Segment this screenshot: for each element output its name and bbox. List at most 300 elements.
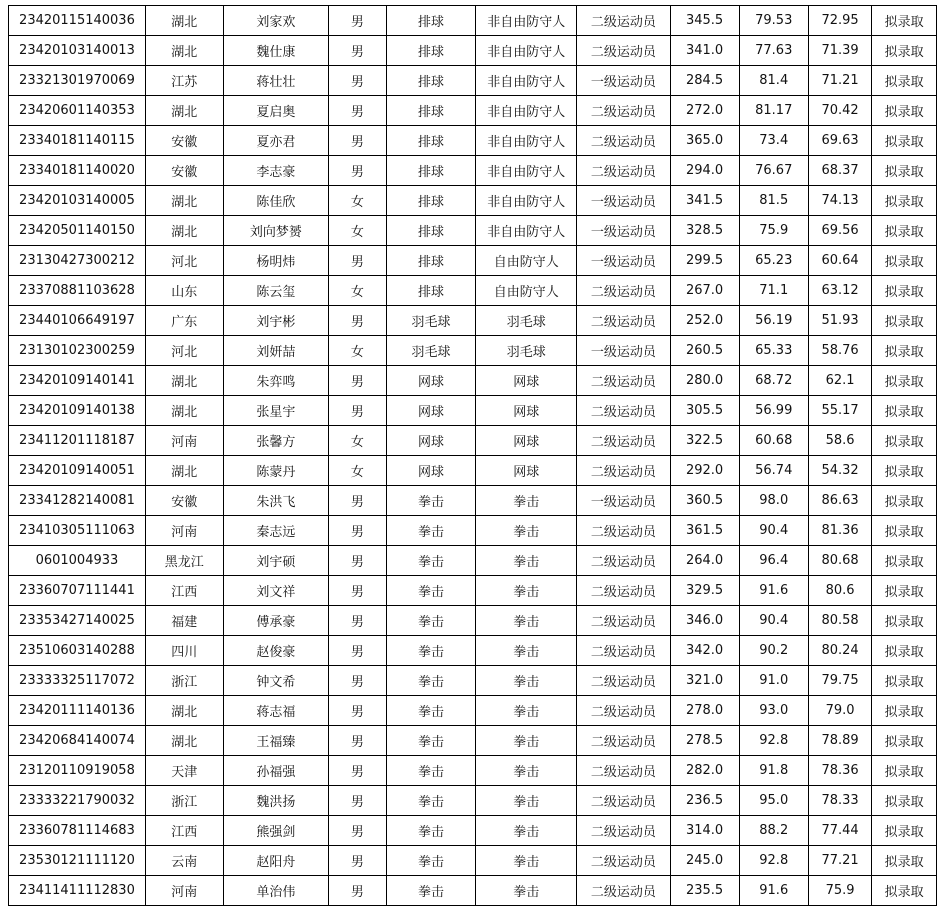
gender-cell: 女 <box>329 456 386 486</box>
sport-cell: 排球 <box>386 36 476 66</box>
admission-status-cell: 拟录取 <box>872 876 937 906</box>
name-cell: 傅承豪 <box>223 606 329 636</box>
province-cell: 云南 <box>145 846 223 876</box>
gender-cell: 男 <box>329 576 386 606</box>
admission-status-cell: 拟录取 <box>872 516 937 546</box>
culture-score-cell: 245.0 <box>670 846 739 876</box>
composite-score-cell: 71.39 <box>808 36 872 66</box>
candidate-id-cell: 23530121111120 <box>9 846 146 876</box>
admission-status-cell: 拟录取 <box>872 696 937 726</box>
admission-list-sheet <box>8 5 937 906</box>
composite-score-cell: 69.63 <box>808 126 872 156</box>
candidate-id-cell: 23420501140150 <box>9 216 146 246</box>
event-cell: 羽毛球 <box>476 306 577 336</box>
athlete-level-cell: 二级运动员 <box>577 516 670 546</box>
table-row <box>9 456 937 486</box>
event-cell: 拳击 <box>476 876 577 906</box>
culture-score-cell: 235.5 <box>670 876 739 906</box>
gender-cell: 男 <box>329 246 386 276</box>
gender-cell: 女 <box>329 216 386 246</box>
sport-cell: 排球 <box>386 156 476 186</box>
event-cell: 拳击 <box>476 816 577 846</box>
athlete-level-cell: 二级运动员 <box>577 726 670 756</box>
sport-cell: 拳击 <box>386 636 476 666</box>
admission-status-cell: 拟录取 <box>872 636 937 666</box>
name-cell: 陈云玺 <box>223 276 329 306</box>
event-cell: 拳击 <box>476 486 577 516</box>
athlete-level-cell: 二级运动员 <box>577 696 670 726</box>
specialty-score-cell: 73.4 <box>739 126 808 156</box>
table-row <box>9 816 937 846</box>
specialty-score-cell: 76.67 <box>739 156 808 186</box>
specialty-score-cell: 88.2 <box>739 816 808 846</box>
candidate-id-cell: 23341282140081 <box>9 486 146 516</box>
sport-cell: 拳击 <box>386 816 476 846</box>
composite-score-cell: 74.13 <box>808 186 872 216</box>
province-cell: 黑龙江 <box>145 546 223 576</box>
athlete-level-cell: 二级运动员 <box>577 636 670 666</box>
gender-cell: 男 <box>329 876 386 906</box>
specialty-score-cell: 81.17 <box>739 96 808 126</box>
specialty-score-cell: 96.4 <box>739 546 808 576</box>
table-body <box>9 6 937 906</box>
gender-cell: 男 <box>329 486 386 516</box>
candidate-id-cell: 0601004933 <box>9 546 146 576</box>
gender-cell: 女 <box>329 186 386 216</box>
event-cell: 拳击 <box>476 786 577 816</box>
province-cell: 湖北 <box>145 726 223 756</box>
composite-score-cell: 54.32 <box>808 456 872 486</box>
name-cell: 秦志远 <box>223 516 329 546</box>
candidate-id-cell: 23321301970069 <box>9 66 146 96</box>
gender-cell: 男 <box>329 666 386 696</box>
composite-score-cell: 71.21 <box>808 66 872 96</box>
composite-score-cell: 78.33 <box>808 786 872 816</box>
gender-cell: 男 <box>329 156 386 186</box>
athlete-level-cell: 二级运动员 <box>577 546 670 576</box>
candidate-id-cell: 23360707111441 <box>9 576 146 606</box>
composite-score-cell: 81.36 <box>808 516 872 546</box>
composite-score-cell: 77.21 <box>808 846 872 876</box>
candidate-id-cell: 23440106649197 <box>9 306 146 336</box>
sport-cell: 拳击 <box>386 726 476 756</box>
sport-cell: 排球 <box>386 66 476 96</box>
gender-cell: 女 <box>329 336 386 366</box>
composite-score-cell: 80.6 <box>808 576 872 606</box>
athlete-level-cell: 二级运动员 <box>577 576 670 606</box>
admission-status-cell: 拟录取 <box>872 276 937 306</box>
specialty-score-cell: 91.0 <box>739 666 808 696</box>
event-cell: 非自由防守人 <box>476 96 577 126</box>
province-cell: 安徽 <box>145 156 223 186</box>
gender-cell: 男 <box>329 96 386 126</box>
event-cell: 非自由防守人 <box>476 36 577 66</box>
event-cell: 拳击 <box>476 726 577 756</box>
sport-cell: 排球 <box>386 6 476 36</box>
sport-cell: 羽毛球 <box>386 306 476 336</box>
specialty-score-cell: 91.8 <box>739 756 808 786</box>
sport-cell: 网球 <box>386 426 476 456</box>
culture-score-cell: 267.0 <box>670 276 739 306</box>
province-cell: 湖北 <box>145 396 223 426</box>
athlete-level-cell: 二级运动员 <box>577 846 670 876</box>
sport-cell: 排球 <box>386 96 476 126</box>
gender-cell: 男 <box>329 846 386 876</box>
table-row <box>9 786 937 816</box>
athlete-level-cell: 二级运动员 <box>577 156 670 186</box>
athlete-level-cell: 二级运动员 <box>577 876 670 906</box>
admission-status-cell: 拟录取 <box>872 756 937 786</box>
name-cell: 孙福强 <box>223 756 329 786</box>
candidate-id-cell: 23333221790032 <box>9 786 146 816</box>
composite-score-cell: 68.37 <box>808 156 872 186</box>
admission-status-cell: 拟录取 <box>872 576 937 606</box>
province-cell: 河北 <box>145 336 223 366</box>
gender-cell: 男 <box>329 786 386 816</box>
specialty-score-cell: 92.8 <box>739 726 808 756</box>
name-cell: 李志豪 <box>223 156 329 186</box>
province-cell: 河北 <box>145 246 223 276</box>
table-row <box>9 546 937 576</box>
athlete-level-cell: 二级运动员 <box>577 126 670 156</box>
athlete-level-cell: 二级运动员 <box>577 756 670 786</box>
culture-score-cell: 260.5 <box>670 336 739 366</box>
event-cell: 非自由防守人 <box>476 156 577 186</box>
candidate-id-cell: 23410305111063 <box>9 516 146 546</box>
culture-score-cell: 342.0 <box>670 636 739 666</box>
candidate-id-cell: 23120110919058 <box>9 756 146 786</box>
admission-status-cell: 拟录取 <box>872 456 937 486</box>
specialty-score-cell: 95.0 <box>739 786 808 816</box>
candidate-id-cell: 23420115140036 <box>9 6 146 36</box>
province-cell: 河南 <box>145 516 223 546</box>
culture-score-cell: 236.5 <box>670 786 739 816</box>
specialty-score-cell: 71.1 <box>739 276 808 306</box>
athlete-level-cell: 二级运动员 <box>577 6 670 36</box>
culture-score-cell: 322.5 <box>670 426 739 456</box>
table-row <box>9 156 937 186</box>
gender-cell: 男 <box>329 756 386 786</box>
table-row <box>9 186 937 216</box>
culture-score-cell: 328.5 <box>670 216 739 246</box>
athlete-level-cell: 二级运动员 <box>577 666 670 696</box>
sport-cell: 拳击 <box>386 576 476 606</box>
sport-cell: 网球 <box>386 456 476 486</box>
event-cell: 网球 <box>476 366 577 396</box>
name-cell: 朱洪飞 <box>223 486 329 516</box>
name-cell: 王福臻 <box>223 726 329 756</box>
athlete-level-cell: 一级运动员 <box>577 246 670 276</box>
culture-score-cell: 341.5 <box>670 186 739 216</box>
table-row <box>9 756 937 786</box>
event-cell: 非自由防守人 <box>476 216 577 246</box>
culture-score-cell: 361.5 <box>670 516 739 546</box>
composite-score-cell: 79.75 <box>808 666 872 696</box>
province-cell: 河南 <box>145 876 223 906</box>
candidate-id-cell: 23420684140074 <box>9 726 146 756</box>
candidate-id-cell: 23340181140020 <box>9 156 146 186</box>
athlete-level-cell: 二级运动员 <box>577 396 670 426</box>
gender-cell: 男 <box>329 816 386 846</box>
admission-status-cell: 拟录取 <box>872 546 937 576</box>
name-cell: 杨明炜 <box>223 246 329 276</box>
province-cell: 湖北 <box>145 96 223 126</box>
candidate-id-cell: 23340181140115 <box>9 126 146 156</box>
culture-score-cell: 252.0 <box>670 306 739 336</box>
candidate-id-cell: 23333325117072 <box>9 666 146 696</box>
culture-score-cell: 280.0 <box>670 366 739 396</box>
athlete-level-cell: 二级运动员 <box>577 36 670 66</box>
province-cell: 浙江 <box>145 786 223 816</box>
event-cell: 拳击 <box>476 696 577 726</box>
specialty-score-cell: 90.2 <box>739 636 808 666</box>
table-row <box>9 516 937 546</box>
culture-score-cell: 314.0 <box>670 816 739 846</box>
name-cell: 张星宇 <box>223 396 329 426</box>
admission-status-cell: 拟录取 <box>872 666 937 696</box>
event-cell: 非自由防守人 <box>476 6 577 36</box>
event-cell: 非自由防守人 <box>476 66 577 96</box>
province-cell: 浙江 <box>145 666 223 696</box>
province-cell: 河南 <box>145 426 223 456</box>
name-cell: 刘向梦赟 <box>223 216 329 246</box>
event-cell: 拳击 <box>476 846 577 876</box>
culture-score-cell: 329.5 <box>670 576 739 606</box>
sport-cell: 拳击 <box>386 486 476 516</box>
composite-score-cell: 62.1 <box>808 366 872 396</box>
admission-status-cell: 拟录取 <box>872 816 937 846</box>
name-cell: 陈蒙丹 <box>223 456 329 486</box>
culture-score-cell: 305.5 <box>670 396 739 426</box>
composite-score-cell: 51.93 <box>808 306 872 336</box>
culture-score-cell: 272.0 <box>670 96 739 126</box>
event-cell: 自由防守人 <box>476 276 577 306</box>
event-cell: 拳击 <box>476 636 577 666</box>
gender-cell: 男 <box>329 6 386 36</box>
event-cell: 网球 <box>476 396 577 426</box>
table-row <box>9 486 937 516</box>
province-cell: 安徽 <box>145 486 223 516</box>
name-cell: 魏仕康 <box>223 36 329 66</box>
culture-score-cell: 345.5 <box>670 6 739 36</box>
composite-score-cell: 77.44 <box>808 816 872 846</box>
sport-cell: 网球 <box>386 396 476 426</box>
admission-table <box>8 5 937 906</box>
specialty-score-cell: 79.53 <box>739 6 808 36</box>
table-row <box>9 606 937 636</box>
name-cell: 魏洪扬 <box>223 786 329 816</box>
specialty-score-cell: 68.72 <box>739 366 808 396</box>
admission-status-cell: 拟录取 <box>872 306 937 336</box>
culture-score-cell: 292.0 <box>670 456 739 486</box>
athlete-level-cell: 二级运动员 <box>577 426 670 456</box>
sport-cell: 拳击 <box>386 846 476 876</box>
specialty-score-cell: 92.8 <box>739 846 808 876</box>
candidate-id-cell: 23420109140051 <box>9 456 146 486</box>
name-cell: 刘家欢 <box>223 6 329 36</box>
name-cell: 刘宇彬 <box>223 306 329 336</box>
candidate-id-cell: 23420103140005 <box>9 186 146 216</box>
province-cell: 湖北 <box>145 6 223 36</box>
athlete-level-cell: 二级运动员 <box>577 366 670 396</box>
table-row <box>9 96 937 126</box>
name-cell: 朱弈鸣 <box>223 366 329 396</box>
table-row <box>9 276 937 306</box>
admission-status-cell: 拟录取 <box>872 726 937 756</box>
name-cell: 赵俊豪 <box>223 636 329 666</box>
province-cell: 四川 <box>145 636 223 666</box>
event-cell: 羽毛球 <box>476 336 577 366</box>
culture-score-cell: 346.0 <box>670 606 739 636</box>
admission-status-cell: 拟录取 <box>872 846 937 876</box>
athlete-level-cell: 二级运动员 <box>577 606 670 636</box>
name-cell: 蒋志福 <box>223 696 329 726</box>
table-row <box>9 36 937 66</box>
name-cell: 刘文祥 <box>223 576 329 606</box>
sport-cell: 拳击 <box>386 756 476 786</box>
event-cell: 拳击 <box>476 666 577 696</box>
specialty-score-cell: 90.4 <box>739 606 808 636</box>
athlete-level-cell: 一级运动员 <box>577 66 670 96</box>
admission-status-cell: 拟录取 <box>872 156 937 186</box>
table-row <box>9 396 937 426</box>
composite-score-cell: 70.42 <box>808 96 872 126</box>
gender-cell: 男 <box>329 126 386 156</box>
composite-score-cell: 72.95 <box>808 6 872 36</box>
candidate-id-cell: 23411201118187 <box>9 426 146 456</box>
name-cell: 熊强剑 <box>223 816 329 846</box>
province-cell: 安徽 <box>145 126 223 156</box>
gender-cell: 男 <box>329 636 386 666</box>
specialty-score-cell: 60.68 <box>739 426 808 456</box>
sport-cell: 拳击 <box>386 606 476 636</box>
gender-cell: 男 <box>329 36 386 66</box>
gender-cell: 女 <box>329 276 386 306</box>
gender-cell: 男 <box>329 696 386 726</box>
sport-cell: 羽毛球 <box>386 336 476 366</box>
culture-score-cell: 284.5 <box>670 66 739 96</box>
culture-score-cell: 321.0 <box>670 666 739 696</box>
culture-score-cell: 299.5 <box>670 246 739 276</box>
specialty-score-cell: 90.4 <box>739 516 808 546</box>
athlete-level-cell: 二级运动员 <box>577 816 670 846</box>
specialty-score-cell: 77.63 <box>739 36 808 66</box>
candidate-id-cell: 23360781114683 <box>9 816 146 846</box>
composite-score-cell: 75.9 <box>808 876 872 906</box>
candidate-id-cell: 23130102300259 <box>9 336 146 366</box>
name-cell: 蒋壮壮 <box>223 66 329 96</box>
admission-status-cell: 拟录取 <box>872 606 937 636</box>
event-cell: 网球 <box>476 456 577 486</box>
province-cell: 江苏 <box>145 66 223 96</box>
province-cell: 天津 <box>145 756 223 786</box>
gender-cell: 男 <box>329 726 386 756</box>
event-cell: 拳击 <box>476 546 577 576</box>
table-row <box>9 876 937 906</box>
admission-status-cell: 拟录取 <box>872 6 937 36</box>
name-cell: 夏启奥 <box>223 96 329 126</box>
candidate-id-cell: 23411411112830 <box>9 876 146 906</box>
province-cell: 湖北 <box>145 696 223 726</box>
candidate-id-cell: 23420109140138 <box>9 396 146 426</box>
admission-status-cell: 拟录取 <box>872 366 937 396</box>
gender-cell: 女 <box>329 426 386 456</box>
admission-status-cell: 拟录取 <box>872 426 937 456</box>
specialty-score-cell: 81.5 <box>739 186 808 216</box>
table-row <box>9 666 937 696</box>
table-row <box>9 726 937 756</box>
sport-cell: 拳击 <box>386 786 476 816</box>
admission-status-cell: 拟录取 <box>872 786 937 816</box>
name-cell: 刘宇硕 <box>223 546 329 576</box>
event-cell: 非自由防守人 <box>476 126 577 156</box>
athlete-level-cell: 一级运动员 <box>577 216 670 246</box>
candidate-id-cell: 23370881103628 <box>9 276 146 306</box>
composite-score-cell: 80.58 <box>808 606 872 636</box>
table-row <box>9 336 937 366</box>
composite-score-cell: 58.6 <box>808 426 872 456</box>
table-row <box>9 846 937 876</box>
name-cell: 陈佳欣 <box>223 186 329 216</box>
table-row <box>9 636 937 666</box>
name-cell: 钟文希 <box>223 666 329 696</box>
athlete-level-cell: 二级运动员 <box>577 786 670 816</box>
province-cell: 湖北 <box>145 36 223 66</box>
candidate-id-cell: 23353427140025 <box>9 606 146 636</box>
gender-cell: 男 <box>329 546 386 576</box>
specialty-score-cell: 65.33 <box>739 336 808 366</box>
candidate-id-cell: 23420601140353 <box>9 96 146 126</box>
culture-score-cell: 278.5 <box>670 726 739 756</box>
province-cell: 山东 <box>145 276 223 306</box>
name-cell: 张馨方 <box>223 426 329 456</box>
composite-score-cell: 63.12 <box>808 276 872 306</box>
event-cell: 非自由防守人 <box>476 186 577 216</box>
event-cell: 自由防守人 <box>476 246 577 276</box>
gender-cell: 男 <box>329 396 386 426</box>
athlete-level-cell: 一级运动员 <box>577 486 670 516</box>
event-cell: 拳击 <box>476 606 577 636</box>
athlete-level-cell: 二级运动员 <box>577 456 670 486</box>
table-row <box>9 66 937 96</box>
admission-status-cell: 拟录取 <box>872 66 937 96</box>
table-row <box>9 576 937 606</box>
admission-status-cell: 拟录取 <box>872 336 937 366</box>
culture-score-cell: 365.0 <box>670 126 739 156</box>
table-row <box>9 366 937 396</box>
candidate-id-cell: 23420109140141 <box>9 366 146 396</box>
table-row <box>9 6 937 36</box>
sport-cell: 拳击 <box>386 666 476 696</box>
province-cell: 广东 <box>145 306 223 336</box>
athlete-level-cell: 一级运动员 <box>577 186 670 216</box>
composite-score-cell: 78.89 <box>808 726 872 756</box>
specialty-score-cell: 65.23 <box>739 246 808 276</box>
specialty-score-cell: 56.99 <box>739 396 808 426</box>
composite-score-cell: 78.36 <box>808 756 872 786</box>
sport-cell: 拳击 <box>386 546 476 576</box>
sport-cell: 拳击 <box>386 696 476 726</box>
event-cell: 网球 <box>476 426 577 456</box>
table-row <box>9 126 937 156</box>
admission-status-cell: 拟录取 <box>872 96 937 126</box>
specialty-score-cell: 56.74 <box>739 456 808 486</box>
province-cell: 湖北 <box>145 456 223 486</box>
composite-score-cell: 80.68 <box>808 546 872 576</box>
composite-score-cell: 69.56 <box>808 216 872 246</box>
specialty-score-cell: 93.0 <box>739 696 808 726</box>
event-cell: 拳击 <box>476 516 577 546</box>
